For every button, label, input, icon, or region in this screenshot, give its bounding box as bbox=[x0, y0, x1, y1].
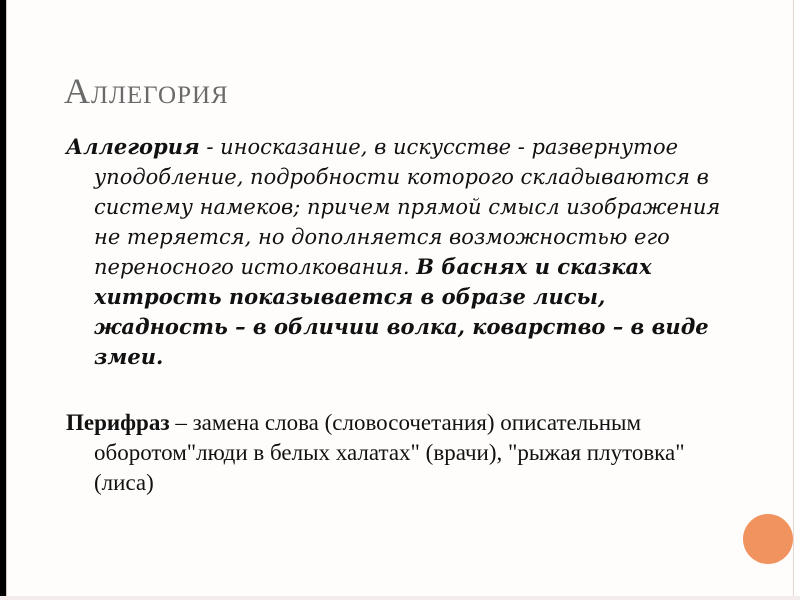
periphrasis-paragraph bbox=[66, 408, 736, 498]
slide-title: Аллегория bbox=[64, 71, 229, 111]
paragraph-gap bbox=[66, 372, 736, 408]
allegory-paragraph bbox=[66, 132, 736, 372]
accent-circle bbox=[743, 514, 793, 564]
allegory-term: Аллегория bbox=[66, 134, 200, 159]
slide-bottom-edge bbox=[0, 596, 800, 600]
allegory-examples: В баснях и сказках хитрость показывается в образе лисы, жадность – в обличии волка, коварство – в виде змеи. bbox=[94, 254, 709, 369]
allegory-dash: - bbox=[199, 135, 221, 159]
allegory-definition: иносказание, в искусстве - развернутое уподобление, подробности которого складываются в систему намеков; причем прямой смысл изображения не теряется, но дополняется возможностью его переносного истолкования. bbox=[94, 135, 721, 279]
periphrasis-term: Перифраз bbox=[66, 410, 170, 435]
periphrasis-definition: замена слова (словосочетания) описательным оборотом"люди в белых халатах" (врачи), "рыжая плутовка" (лиса) bbox=[94, 410, 685, 495]
slide-content bbox=[66, 132, 736, 498]
periphrasis-dash: – bbox=[169, 410, 193, 435]
